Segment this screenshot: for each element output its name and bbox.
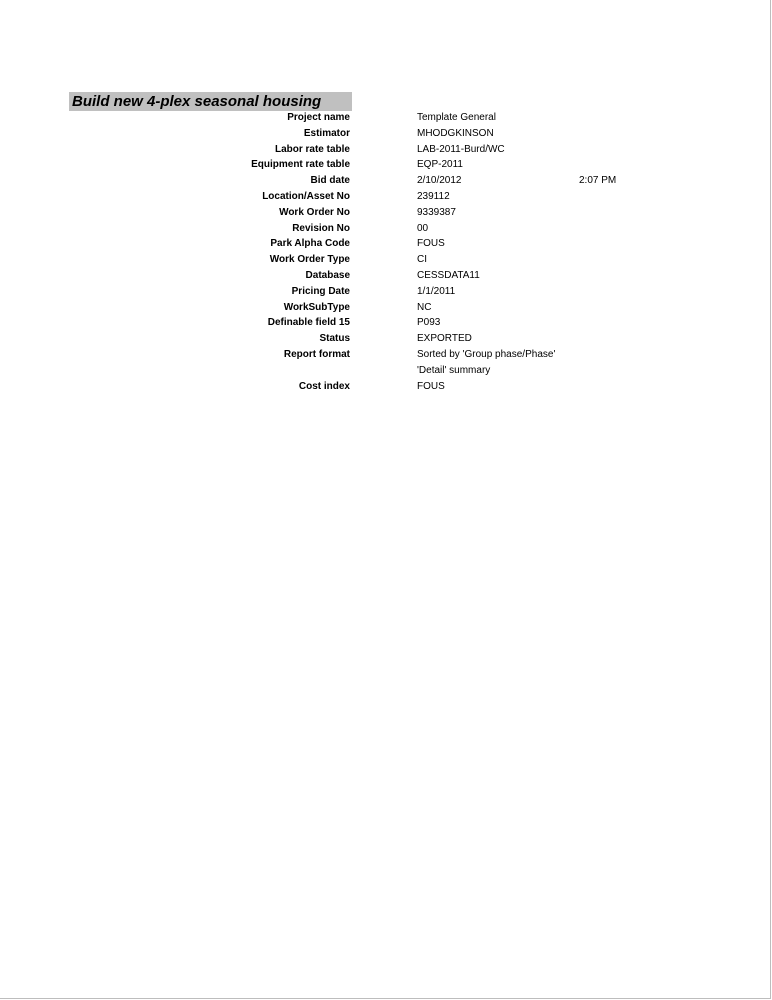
field-label: Project name xyxy=(287,112,350,123)
field-value: MHODGKINSON xyxy=(417,127,494,139)
field-label: Definable field 15 xyxy=(267,317,350,329)
report-title: Build new 4-plex seasonal housing xyxy=(72,93,322,110)
field-row-definable-field-15 xyxy=(0,315,772,331)
field-label: WorkSubType xyxy=(283,301,350,313)
field-row-bid-date xyxy=(0,173,772,189)
field-row-location-asset-no xyxy=(0,189,772,205)
field-label: Work Order Type xyxy=(269,254,350,266)
field-value: Sorted by 'Group phase/Phase' xyxy=(417,348,556,360)
field-value: EXPORTED xyxy=(417,333,472,345)
field-value: Template General xyxy=(417,112,496,123)
field-value: 2/10/2012 xyxy=(417,175,462,187)
field-value: LAB-2011-Burd/WC xyxy=(417,143,505,155)
field-value: CI xyxy=(417,254,427,266)
field-value: 00 xyxy=(417,222,429,234)
field-label: Park Alpha Code xyxy=(270,238,350,250)
field-value: 1/1/2011 xyxy=(417,285,456,297)
field-row-labor-rate-table xyxy=(0,142,772,158)
field-label: Estimator xyxy=(303,127,350,139)
field-row-work-order-type xyxy=(0,252,772,268)
field-value: FOUS xyxy=(417,238,445,250)
field-label: Report format xyxy=(283,348,350,360)
field-value: 9339387 xyxy=(417,206,456,218)
report-title-bar xyxy=(69,92,352,111)
field-row-work-order-no xyxy=(0,205,772,221)
field-label: Database xyxy=(305,269,350,281)
field-label: Work Order No xyxy=(279,206,350,218)
field-row-report-format-continued xyxy=(0,363,772,379)
field-row-revision-no xyxy=(0,221,772,237)
field-label: Revision No xyxy=(292,222,350,234)
field-row-project-name xyxy=(0,110,772,126)
field-value: CESSDATA11 xyxy=(417,269,480,281)
field-row-status xyxy=(0,331,772,347)
field-label: Status xyxy=(319,333,350,345)
field-value: EQP-2011 xyxy=(417,159,463,171)
field-label: Cost index xyxy=(298,380,350,392)
field-row-pricing-date xyxy=(0,284,772,300)
field-row-report-format xyxy=(0,347,772,363)
field-label: Location/Asset No xyxy=(262,190,350,202)
field-value: NC xyxy=(417,301,432,313)
field-value: FOUS xyxy=(417,380,445,392)
field-row-database xyxy=(0,268,772,284)
field-label: Labor rate table xyxy=(274,143,350,155)
field-row-estimator xyxy=(0,126,772,142)
field-row-worksubtype xyxy=(0,300,772,316)
field-value: 'Detail' summary xyxy=(417,364,491,376)
field-value: P093 xyxy=(417,317,441,329)
field-label: Bid date xyxy=(310,175,350,187)
bid-time: 2:07 PM xyxy=(579,175,617,187)
field-row-park-alpha-code xyxy=(0,236,772,252)
field-row-equipment-rate-table xyxy=(0,157,772,173)
field-label: Equipment rate table xyxy=(251,159,350,171)
field-label: Pricing Date xyxy=(291,285,350,297)
field-row-cost-index xyxy=(0,379,772,395)
project-fields xyxy=(0,110,772,394)
field-value: 239112 xyxy=(417,190,450,202)
